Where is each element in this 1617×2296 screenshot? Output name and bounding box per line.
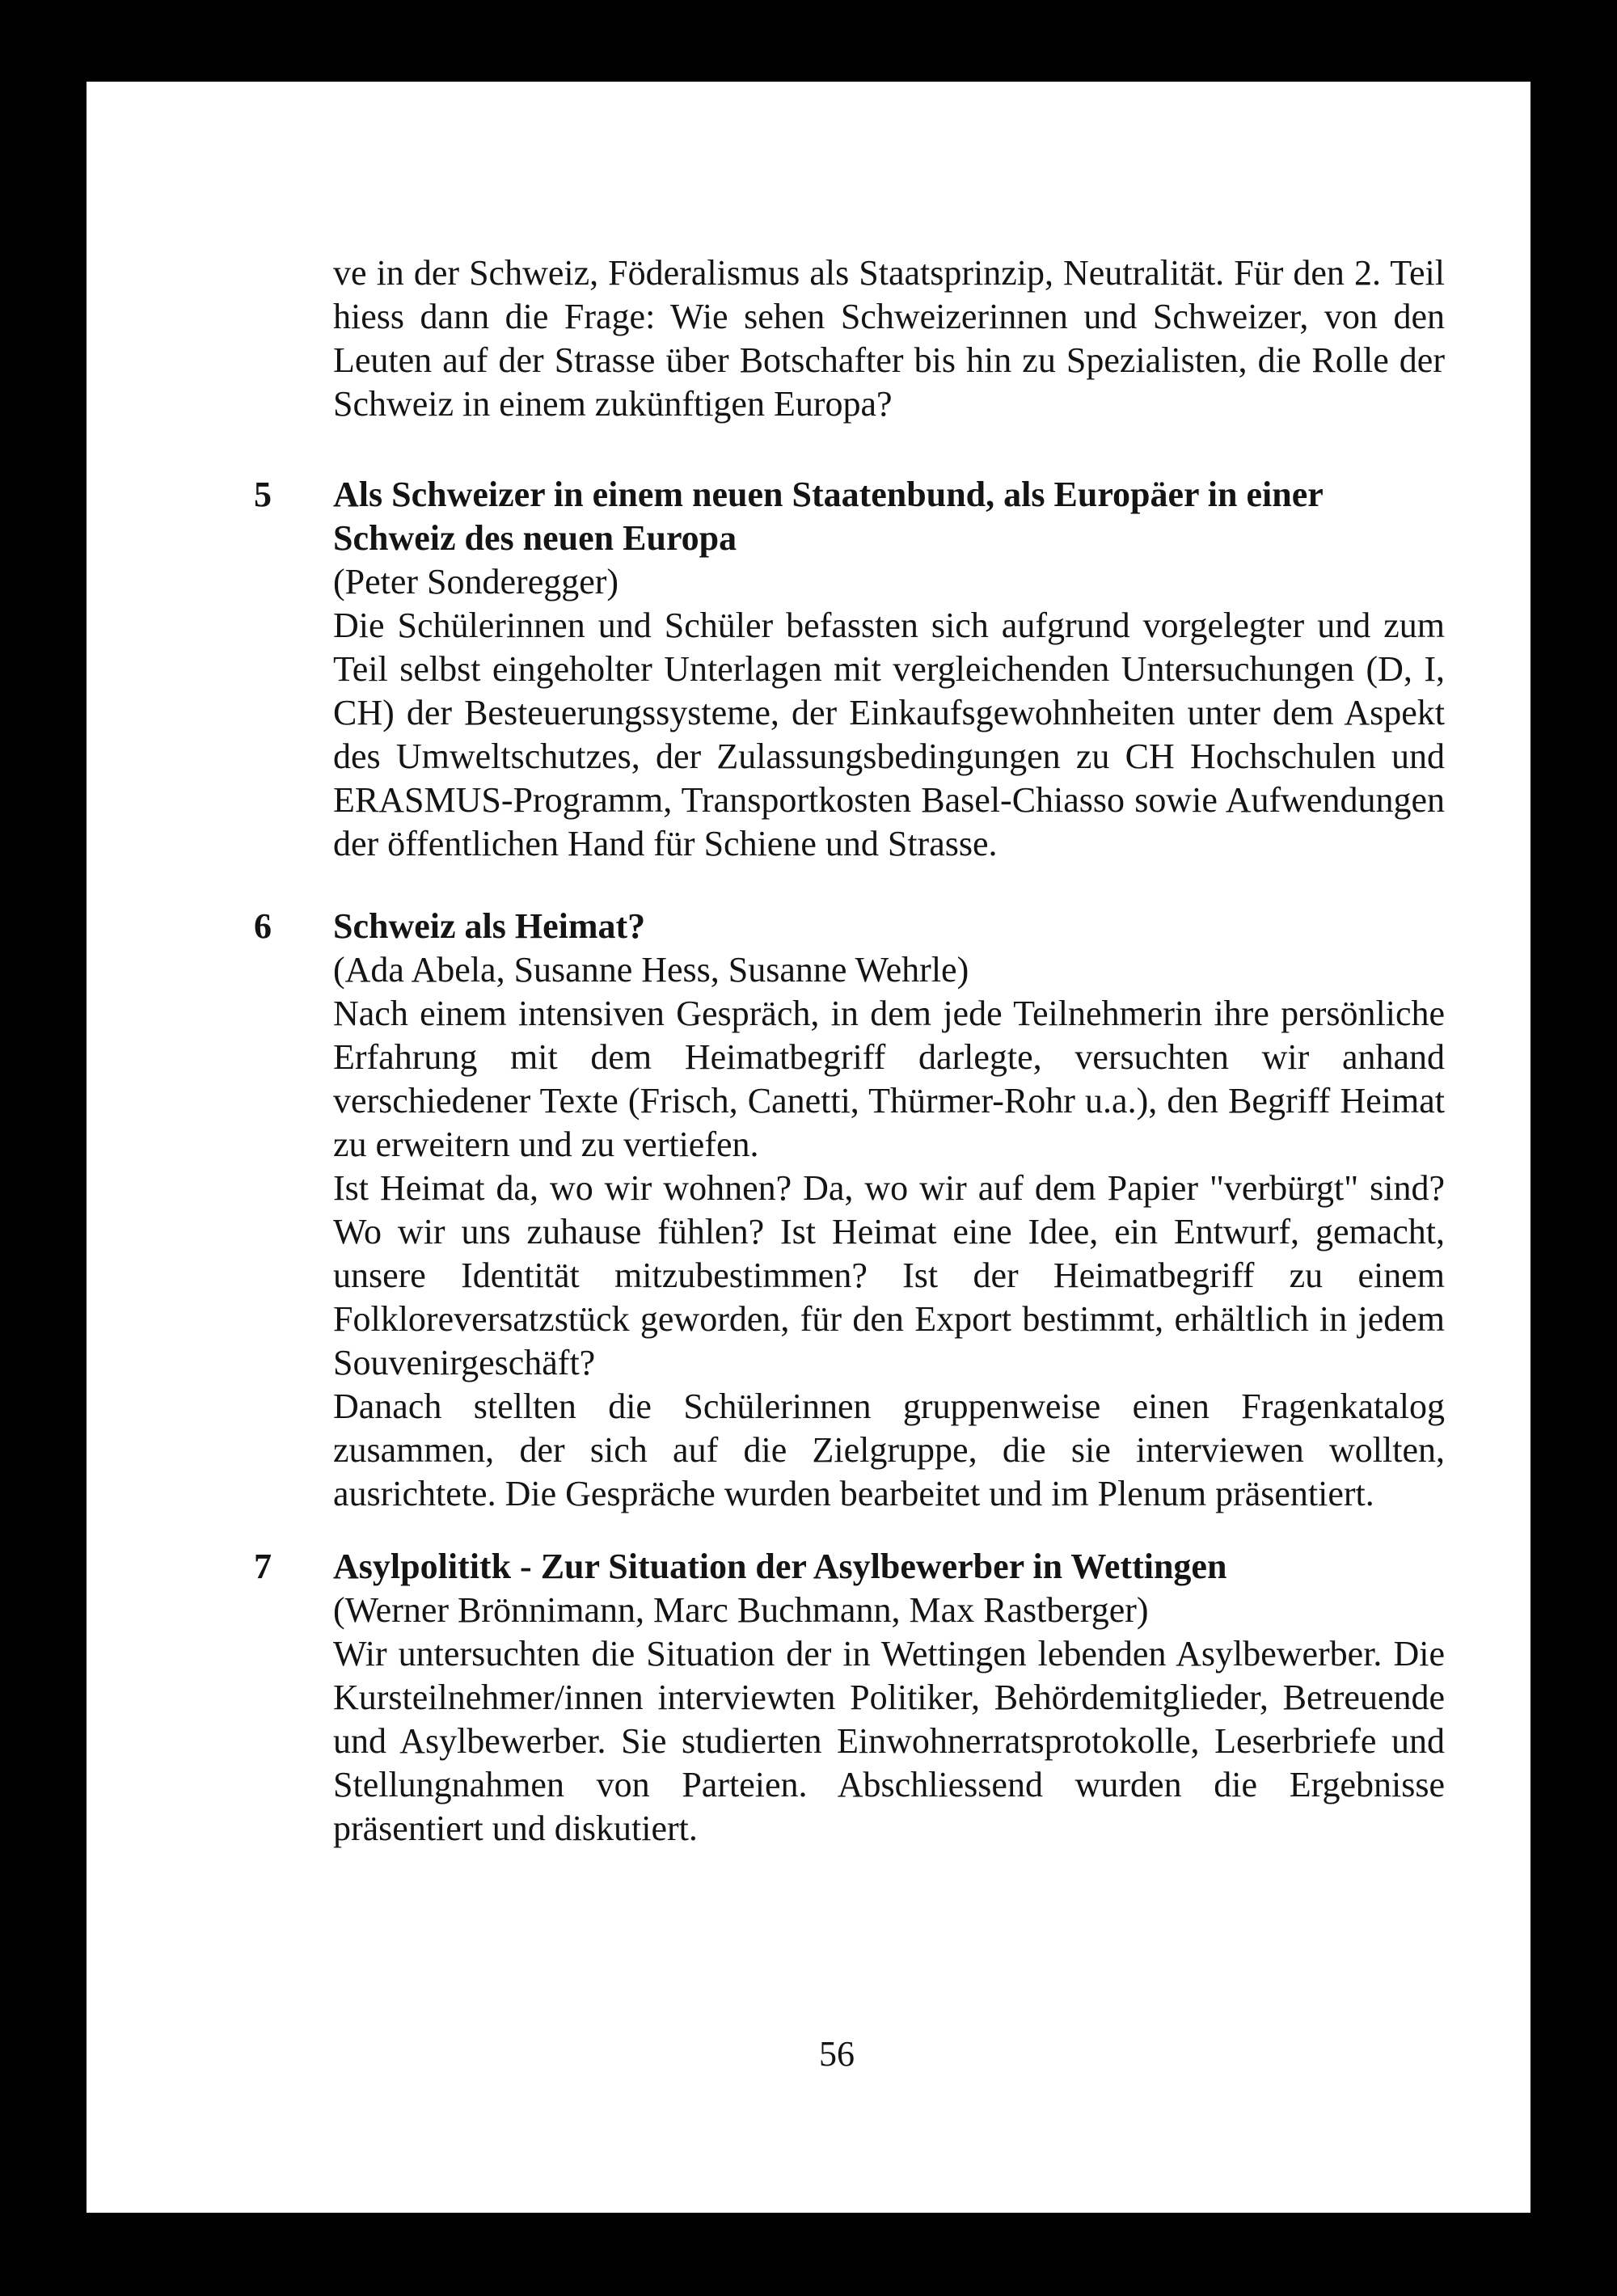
section-7-body: Wir untersuchten die Situation der in Wettingen lebenden Asylbewerber. Die Kursteilnehmer/innen interviewten Politiker, Behördemitglieder, Betreuende und Asylbewerber. Sie studierten Einwohnerratsprotokolle, Leserbriefe und Stellungnahmen von Parteien. Abschliessend wurden die Ergebnisse präsentiert und diskutiert. [333, 1634, 1445, 1848]
section-5 [333, 473, 1445, 866]
section-6-body-1: Nach einem intensiven Gespräch, in dem jede Teilnehmerin ihre persönliche Erfahrung mit dem Heimatbegriff darlegte, versuchten wir anhand verschiedener Texte (Frisch, Canetti, Thürmer-Rohr u.a.), den Begriff Heimat zu erweitern und zu vertiefen. [333, 994, 1445, 1164]
section-6-body-3: Danach stellten die Schülerinnen gruppenweise einen Fragenkatalog zusammen, der sich auf die Zielgruppe, die sie interviewen wollten, ausrichtete. Die Gespräche wurden bearbeitet und im Plenum präsentiert. [333, 1386, 1445, 1513]
section-5-body: Die Schülerinnen und Schüler befassten sich aufgrund vorgelegter und zum Teil selbst eingeholter Unterlagen mit vergleichenden Untersuchungen (D, I, CH) der Besteuerungssysteme, der Einkaufsgewohnheiten unter dem Aspekt des Umweltschutzes, der Zulassungsbedingungen zu CH Hochschulen und ERASMUS-Programm, Transportkosten Basel-Chiasso sowie Aufwendungen der öffentlichen Hand für Schiene und Strasse. [333, 606, 1445, 863]
section-6-authors: (Ada Abela, Susanne Hess, Susanne Wehrle) [333, 950, 969, 990]
section-7-authors: (Werner Brönnimann, Marc Buchmann, Max Rastberger) [333, 1590, 1149, 1630]
section-5-title-line2: Schweiz des neuen Europa [333, 518, 737, 558]
section-7-number: 7 [254, 1547, 272, 1586]
page-number: 56 [819, 2034, 855, 2074]
section-6-body-2: Ist Heimat da, wo wir wohnen? Da, wo wir auf dem Papier "verbürgt" sind? Wo wir uns zuhause fühlen? Ist Heimat eine Idee, ein Entwurf, gemacht, unsere Identität mitzubestimmen? Ist der Heimatbegriff zu einem Folkloreversatzstück geworden, für den Export bestimmt, erhältlich in jedem Souvenirgeschäft? [333, 1168, 1445, 1382]
section-6-number: 6 [254, 906, 272, 946]
section-6 [333, 905, 1445, 1516]
section-7-title: Asylpolititk - Zur Situation der Asylbewerber in Wettingen [333, 1547, 1227, 1586]
section-5-number: 5 [254, 475, 272, 514]
section-7 [333, 1545, 1445, 1851]
intro-paragraph [333, 251, 1445, 426]
document-page [87, 82, 1530, 2213]
intro-text: ve in der Schweiz, Föderalismus als Staatsprinzip, Neutralität. Für den 2. Teil hiess dann die Frage: Wie sehen Schweizerinnen und Schweizer, von den Leuten auf der Strasse über Botschafter bis hin zu Spezialisten, die Rolle der Schweiz in einem zukünftigen Europa? [333, 253, 1445, 424]
section-6-title: Schweiz als Heimat? [333, 906, 646, 946]
section-5-authors: (Peter Sonderegger) [333, 562, 619, 601]
section-5-title-line1: Als Schweizer in einem neuen Staatenbund, als Europäer in einer [333, 475, 1324, 514]
